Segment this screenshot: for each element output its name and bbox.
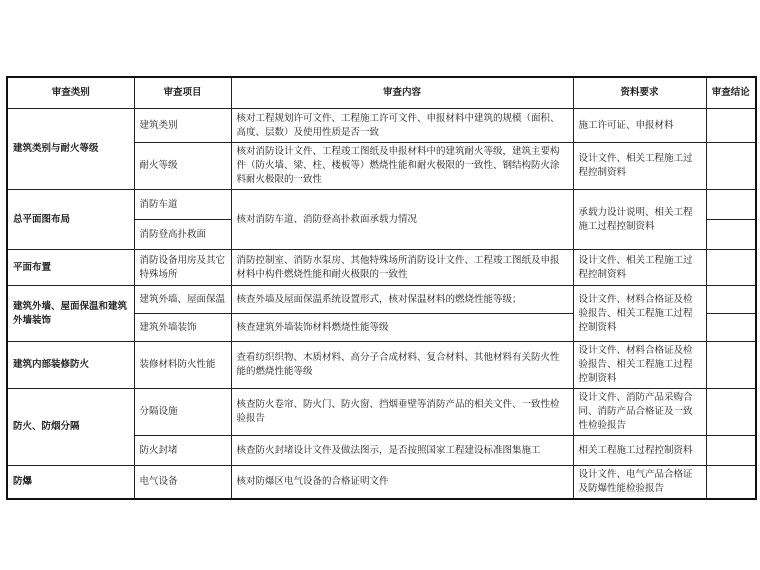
materials-cell: 设计文件、材料合格证及检验报告、相关工程施工过程控制资料: [573, 286, 706, 342]
header-item: 审查项目: [134, 77, 231, 109]
content-cell: 核查外墙及屋面保温系统设置形式，核对保温材料的燃烧性能等级；: [231, 286, 573, 314]
category-cell: 建筑类别与耐火等级: [7, 109, 134, 190]
item-cell: 消防车道: [134, 190, 231, 220]
conclusion-cell: [706, 314, 756, 342]
materials-cell: 设计文件、相关工程施工过程控制资料: [573, 250, 706, 286]
content-cell: 查看纺织织物、木质材料、高分子合成材料、复合材料、其他材料有关防火性能的燃烧性能等级: [231, 342, 573, 389]
header-materials: 资料要求: [573, 77, 706, 109]
conclusion-cell: [706, 342, 756, 389]
header-category: 审查类别: [7, 77, 134, 109]
table-row: [7, 342, 756, 389]
materials-cell: 设计文件、消防产品采购合同、消防产品合格证及一致性检验报告: [573, 389, 706, 436]
item-cell: 防火封堵: [134, 436, 231, 466]
conclusion-cell: [706, 436, 756, 466]
table-row: [7, 286, 756, 314]
conclusion-cell: [706, 220, 756, 250]
header-content: 审查内容: [231, 77, 573, 109]
category-cell: 平面布置: [7, 250, 134, 286]
item-cell: 消防设备用房及其它特殊场所: [134, 250, 231, 286]
materials-cell: 承载力设计说明、相关工程施工过程控制资料: [573, 190, 706, 250]
table-row: [7, 466, 756, 500]
table-header-row: [7, 77, 756, 109]
fire-inspection-review-table: [6, 76, 757, 500]
item-cell: 建筑类别: [134, 109, 231, 143]
item-cell: 建筑外墙装饰: [134, 314, 231, 342]
materials-cell: 设计文件、电气产品合格证及防爆性能检验报告: [573, 466, 706, 500]
item-cell: 装修材料防火性能: [134, 342, 231, 389]
conclusion-cell: [706, 286, 756, 314]
materials-cell: 施工许可证、申报材料: [573, 109, 706, 143]
content-cell: 核对防爆区电气设备的合格证明文件: [231, 466, 573, 500]
category-cell: 防爆: [7, 466, 134, 500]
item-cell: 分隔设施: [134, 389, 231, 436]
content-cell: 消防控制室、消防水泵房、其他特殊场所消防设计文件、工程竣工图纸及申报材料中构件燃烧性能和耐火极限的一致性: [231, 250, 573, 286]
content-cell: 核对工程规划许可文件、工程施工许可文件、申报材料中建筑的规模（面积、高度、层数）及使用性质是否一致: [231, 109, 573, 143]
materials-cell: 设计文件、相关工程施工过程控制资料: [573, 143, 706, 190]
conclusion-cell: [706, 143, 756, 190]
table-row: [7, 190, 756, 220]
table-row: [7, 250, 756, 286]
conclusion-cell: [706, 389, 756, 436]
content-cell: 核查建筑外墙装饰材料燃烧性能等级: [231, 314, 573, 342]
content-cell: 核查防火封堵设计文件及做法图示，是否按照国家工程建设标准图集施工: [231, 436, 573, 466]
header-conclusion: 审查结论: [706, 77, 756, 109]
conclusion-cell: [706, 466, 756, 500]
category-cell: 建筑外墙、屋面保温和建筑外墙装饰: [7, 286, 134, 342]
item-cell: 消防登高扑救面: [134, 220, 231, 250]
item-cell: 耐火等级: [134, 143, 231, 190]
content-cell: 核查防火卷帘、防火门、防火窗、挡烟垂壁等消防产品的相关文件、一致性检验报告: [231, 389, 573, 436]
conclusion-cell: [706, 109, 756, 143]
category-cell: 防火、防烟分隔: [7, 389, 134, 466]
materials-cell: 相关工程施工过程控制资料: [573, 436, 706, 466]
item-cell: 建筑外墙、屋面保温: [134, 286, 231, 314]
conclusion-cell: [706, 250, 756, 286]
category-cell: 建筑内部装修防火: [7, 342, 134, 389]
item-cell: 电气设备: [134, 466, 231, 500]
table-row: [7, 109, 756, 143]
conclusion-cell: [706, 190, 756, 220]
content-cell: 核对消防设计文件、工程竣工图纸及申报材料中的建筑耐火等级，建筑主要构件（防火墙、梁、柱、楼板等）燃烧性能和耐火极限的一致性、钢结构防火涂料耐火极限的一致性: [231, 143, 573, 190]
category-cell: 总平面图布局: [7, 190, 134, 250]
materials-cell: 设计文件、材料合格证及检验报告、相关工程施工过程控制资料: [573, 342, 706, 389]
content-cell: 核对消防车道、消防登高扑救面承载力情况: [231, 190, 573, 250]
table-row: [7, 389, 756, 436]
